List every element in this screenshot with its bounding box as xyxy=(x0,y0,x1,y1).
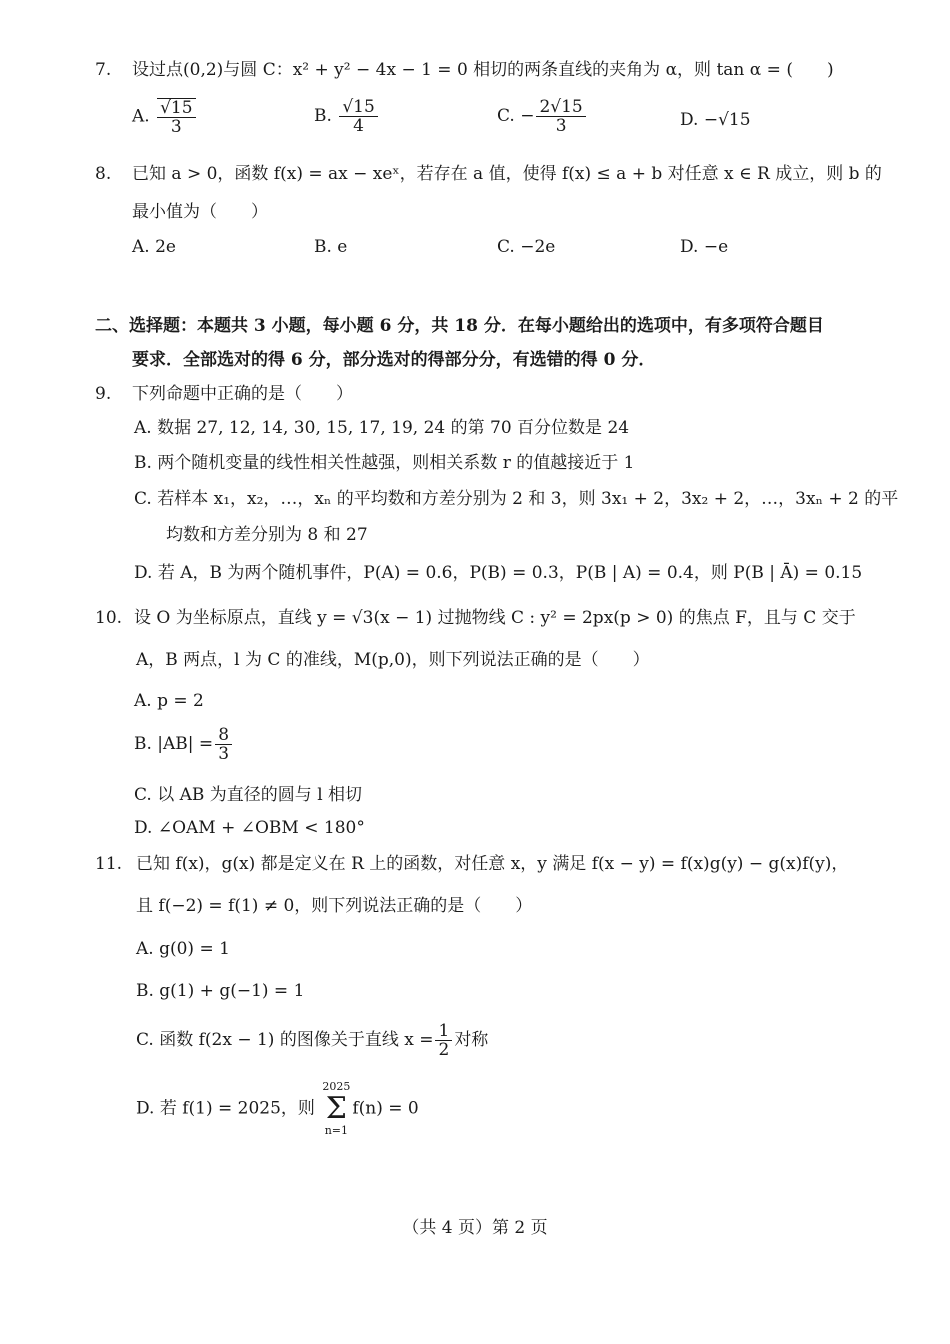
question-8-option-b: B. e xyxy=(314,237,348,257)
question-7-stem: 设过点(0,2)与圆 C：x² + y² − 4x − 1 = 0 相切的两条直线的夹角为 α，则 tan α = ( ) xyxy=(132,60,834,80)
section-2-heading-line1: 二、选择题：本题共 3 小题，每小题 6 分，共 18 分．在每小题给出的选项中，有多项符合题目 xyxy=(95,316,824,336)
question-9-option-a: A. 数据 27, 12, 14, 30, 15, 17, 19, 24 的第 70 百分位数是 24 xyxy=(134,418,630,438)
question-11-option-c: C. 函数 f(2x − 1) 的图像关于直线 x = $\frac{1}{2}$ 对称 xyxy=(136,1021,489,1060)
question-10-option-b: B. |AB| = $\frac{8}{3}$ xyxy=(134,726,234,763)
question-7-option-c: C. − $\frac{2√15}{3}$ xyxy=(497,98,588,135)
question-9-option-c-line2: 均数和方差分别为 8 和 27 xyxy=(166,525,368,545)
question-10-stem-line1: 设 O 为坐标原点，直线 y = √3(x − 1) 过抛物线 C : y² = 2px(p > 0) 的焦点 F，且与 C 交于 xyxy=(134,608,856,628)
question-7-option-a: A. $\frac{√15}{3}$ xyxy=(132,98,198,136)
question-11-number: 11. xyxy=(95,854,123,874)
question-10-stem-line2: A，B 两点，l 为 C 的准线，M(p,0)，则下列说法正确的是（ ） xyxy=(136,650,650,670)
section-2-heading-line2: 要求．全部选对的得 6 分，部分选对的得部分分，有选错的得 0 分． xyxy=(132,350,656,370)
question-9-option-b: B. 两个随机变量的线性相关性越强，则相关系数 r 的值越接近于 1 xyxy=(134,453,635,473)
question-9-number: 9. xyxy=(95,384,112,404)
summation-symbol: 2025 Σ n=1 xyxy=(322,1080,351,1137)
question-10-number: 10. xyxy=(95,608,123,628)
question-7-number: 7. xyxy=(95,60,112,80)
question-10-option-c: C. 以 AB 为直径的圆与 l 相切 xyxy=(134,785,363,805)
question-11-option-a: A. g(0) = 1 xyxy=(136,939,230,959)
page-footer: （共 4 页）第 2 页 xyxy=(402,1218,548,1238)
question-8-option-d: D. −e xyxy=(680,237,729,257)
question-9-stem: 下列命题中正确的是（ ） xyxy=(132,384,353,404)
question-7-option-d: D. −√15 xyxy=(680,110,751,130)
question-8-option-c: C. −2e xyxy=(497,237,556,257)
question-10-option-d: D. ∠OAM + ∠OBM < 180° xyxy=(134,818,365,838)
question-9-option-d: D. 若 A，B 为两个随机事件，P(A) = 0.6，P(B) = 0.3，P(B | A) = 0.4，则 P(B | Ā) = 0.15 xyxy=(134,563,863,583)
question-11-stem-line2: 且 f(−2) = f(1) ≠ 0，则下列说法正确的是（ ） xyxy=(136,896,533,916)
question-11-option-d: D. 若 f(1) = 2025，则 2025 Σ n=1 f(n) = 0 xyxy=(136,1080,419,1137)
question-8-option-a: A. 2e xyxy=(132,237,176,257)
question-8-stem-line2: 最小值为（ ） xyxy=(132,202,268,222)
question-11-stem-line1: 已知 f(x)，g(x) 都是定义在 R 上的函数，对任意 x，y 满足 f(x − y) = f(x)g(y) − g(x)f(y)， xyxy=(136,854,849,874)
question-10-option-a: A. p = 2 xyxy=(134,691,204,711)
question-8-stem-line1: 已知 a > 0，函数 f(x) = ax − xeˣ，若存在 a 值，使得 f(x) ≤ a + b 对任意 x ∈ R 成立，则 b 的 xyxy=(132,164,882,184)
question-7-option-b: B. $\frac{√15}{4}$ xyxy=(314,98,380,135)
question-8-number: 8. xyxy=(95,164,112,184)
question-11-option-b: B. g(1) + g(−1) = 1 xyxy=(136,981,305,1001)
question-9-option-c-line1: C. 若样本 x₁，x₂，…，xₙ 的平均数和方差分别为 2 和 3，则 3x₁ + 2，3x₂ + 2，…，3xₙ + 2 的平 xyxy=(134,489,899,509)
